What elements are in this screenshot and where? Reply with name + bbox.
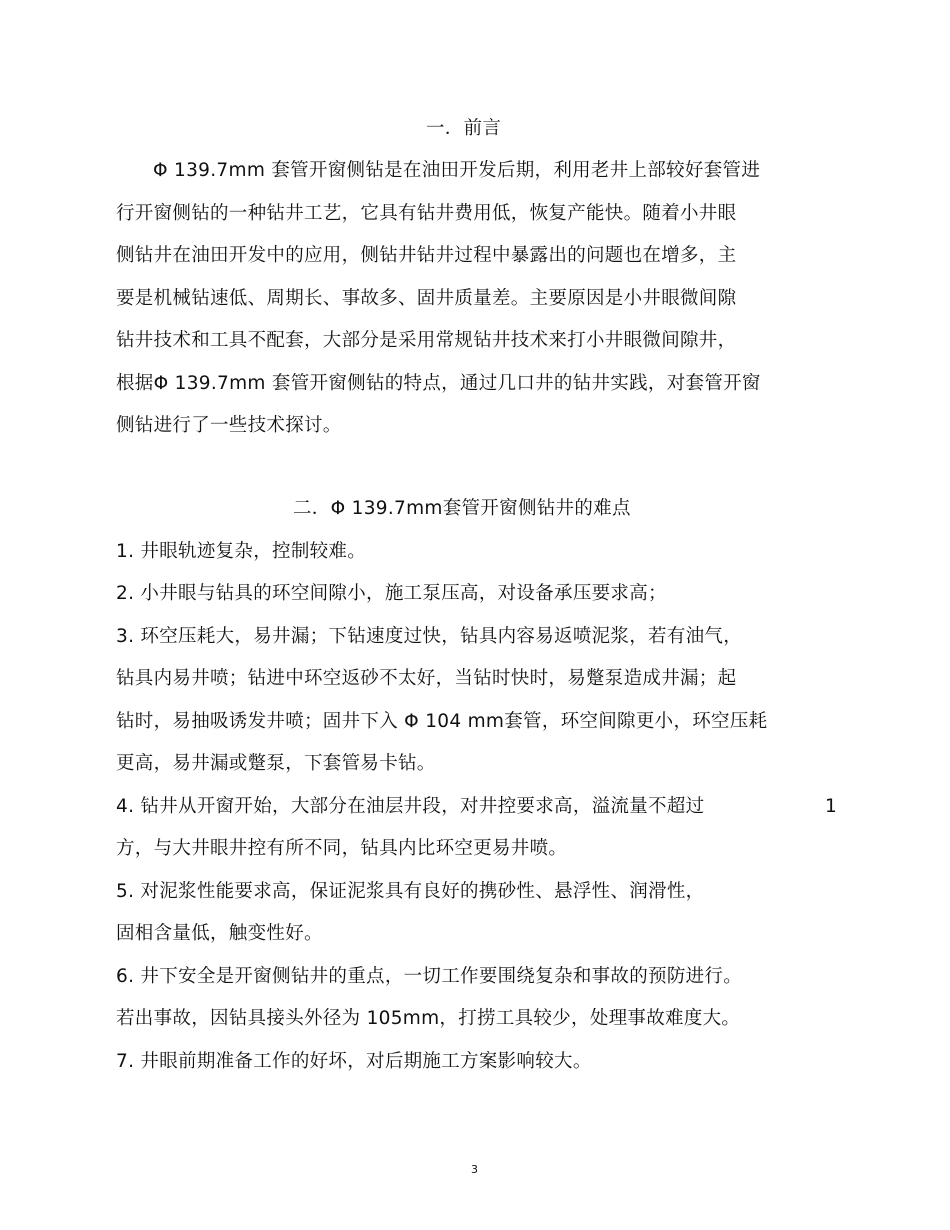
paragraph-line: 行开窗侧钻的一种钻井工艺，它具有钻井费用低，恢复产能快。随着小井眼	[116, 203, 737, 224]
list-item-line: 方，与大井眼井控有所不同，钻具内比环空更易井喷。	[116, 838, 568, 859]
paragraph-line: 钻井技术和工具不配套，大部分是采用常规钻井技术来打小井眼微间隙井，	[116, 330, 737, 351]
list-item-4-tail: 1	[825, 796, 837, 817]
list-item-line: 2. 小井眼与钻具的环空间隙小，施工泵压高，对设备承压要求高；	[116, 583, 667, 604]
paragraph-line: 侧钻进行了一些技术探讨。	[116, 415, 342, 436]
list-item-line: 更高，易井漏或蹩泵，下套管易卡钻。	[116, 753, 436, 774]
list-item-line: 钻时，易抽吸诱发井喷；固井下入 Φ 104 mm套管，环空间隙更小，环空压耗	[116, 711, 768, 732]
section-1-heading: 一．前言	[426, 118, 502, 139]
section-2-heading: 二．Φ 139.7mm套管开窗侧钻井的难点	[293, 498, 631, 519]
list-item-line: 若出事故，因钻具接头外径为 105mm，打捞工具较少，处理事故难度大。	[116, 1008, 741, 1029]
paragraph-line: 要是机械钻速低、周期长、事故多、固井质量差。主要原因是小井眼微间隙	[116, 288, 737, 309]
list-item-line: 4. 钻井从开窗开始，大部分在油层井段，对井控要求高，溢流量不超过	[116, 796, 705, 817]
list-item-line: 钻具内易井喷；钻进中环空返砂不太好，当钻时快时，易蹩泵造成井漏；起	[116, 668, 737, 689]
page-number: 3	[471, 1163, 478, 1176]
paragraph-line: Φ 139.7mm 套管开窗侧钻是在油田开发后期，利用老井上部较好套管进	[153, 160, 761, 181]
list-item-line: 7. 井眼前期准备工作的好坏，对后期施工方案影响较大。	[116, 1051, 592, 1072]
list-item-line: 1. 井眼轨迹复杂，控制较难。	[116, 541, 367, 562]
list-item-line: 固相含量低，触变性好。	[116, 923, 323, 944]
list-item-line: 5. 对泥浆性能要求高，保证泥浆具有良好的携砂性、悬浮性、润滑性，	[116, 881, 705, 902]
paragraph-line: 根据Φ 139.7mm 套管开窗侧钻的特点，通过几口井的钻井实践，对套管开窗	[116, 373, 761, 394]
paragraph-line: 侧钻井在油田开发中的应用，侧钻井钻井过程中暴露出的问题也在增多，主	[116, 245, 737, 266]
list-item-line: 3. 环空压耗大，易井漏；下钻速度过快，钻具内容易返喷泥浆，若有油气，	[116, 626, 743, 647]
list-item-line: 6. 井下安全是开窗侧钻井的重点，一切工作要围绕复杂和事故的预防进行。	[116, 966, 743, 987]
